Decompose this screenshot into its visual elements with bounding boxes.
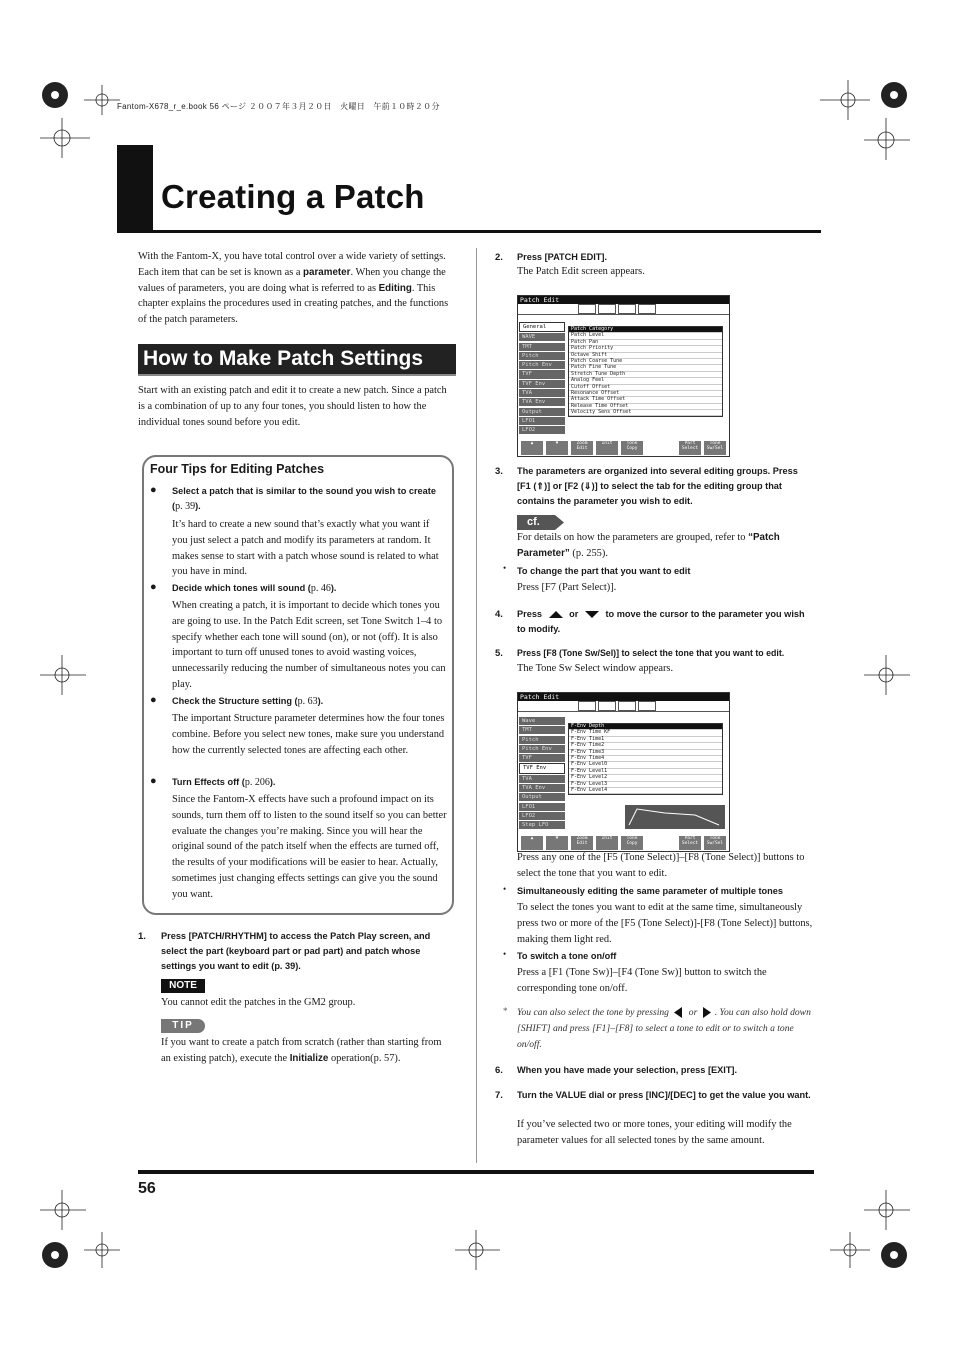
tip-text-2: operation(p. 57). — [328, 1052, 401, 1064]
screen-1-side-item: Pitch Env — [519, 361, 565, 369]
step-5-text: Press [F8 (Tone Sw/Sel)] to select the tone that you want to edit. — [517, 648, 785, 658]
cf-badge — [517, 515, 565, 530]
screen-1-side-item: TVF Env — [519, 380, 565, 388]
screen-1-row: Patch Pan — [569, 340, 722, 346]
screen-1-function-bar — [518, 440, 729, 456]
screen-1-title: Patch Edit — [518, 296, 729, 304]
cf-bold-ref: “Patch Parameter” — [517, 532, 780, 559]
tip-3-ref: p. 63 — [297, 696, 318, 707]
right-arrow-icon — [703, 1007, 712, 1018]
screen-1-side-item: TMT — [519, 343, 565, 351]
screen-1-button: Tone Sw/Sel — [704, 441, 726, 455]
print-header: Fantom-X678_r_e.book 56 ページ ２００７年３月２０日 火曜日 午前１０時２０分 — [117, 102, 440, 111]
screen-2-row: F-Env Level2 — [569, 775, 722, 781]
step-3-text: The parameters are organized into several editing groups. Press [F1 (⇑)] or [F2 (⇓)] to select the tab for the editing group that contains the parameter you wish to edit. — [517, 466, 798, 506]
screen-2-button: Part Select — [679, 836, 701, 850]
screen-2-row: F-Env Time KF — [569, 730, 722, 736]
screen-tab — [618, 304, 636, 314]
screen-2-side-item: Pitch — [519, 736, 565, 744]
step-2-sub: The Patch Edit screen appears. — [517, 266, 645, 277]
switch-tone-head: To switch a tone on/off — [517, 951, 617, 961]
intro-text-1: With the Fantom-X, you have total control over a wide variety of settings. Each item that can be set is known as a — [138, 251, 446, 278]
step-4-text-2: or — [569, 609, 579, 619]
screen-1-row: Patch Category — [569, 327, 722, 333]
cf-text — [517, 530, 814, 562]
simultaneous-head: Simultaneously editing the same parameter of multiple tones — [517, 886, 783, 896]
step-4-text-3: to move the cursor to the parameter you wish to modify. — [517, 609, 805, 634]
up-arrow-icon: ▲ — [521, 441, 543, 455]
tip-1-close: ). — [195, 501, 201, 511]
screen-tab — [578, 304, 596, 314]
screen-2-button: Tone Copy — [621, 836, 643, 850]
screen-2-row: F-Env Level4 — [569, 788, 722, 794]
tip-text-1: If you want to create a patch from scratch (rather than starting from an existing patch), execute the — [161, 1037, 442, 1064]
screen-2-row: F-Env Time3 — [569, 750, 722, 756]
step-5-sub: The Tone Sw Select window appears. — [517, 663, 674, 674]
screen-tab — [618, 701, 636, 711]
screen-2-title: Patch Edit — [518, 693, 729, 701]
tip-2-ref: p. 46 — [310, 583, 331, 594]
screen-2-row: F-Env Time1 — [569, 737, 722, 743]
tip-text — [161, 1035, 453, 1067]
bullet: ● — [150, 484, 157, 496]
screen-1-param-list — [568, 326, 723, 417]
step-5-number: 5. — [495, 648, 503, 659]
step-7-sub: If you’ve selected two or more tones, your editing will modify the parameter values for all selected tones by the same amount. — [517, 1119, 792, 1146]
tip-bold-initialize: Initialize — [289, 1052, 329, 1064]
screen-1-row: Attack Time Offset — [569, 397, 722, 403]
step-2-text: Press [PATCH EDIT]. — [517, 252, 608, 262]
tip-3-body: The important Structure parameter determines how the four tones combine. Before you select new tones, make sure you understand how the currently selected tones are affecting each other. — [172, 713, 445, 756]
down-cursor-icon — [584, 610, 600, 619]
tip-4-head-text: Turn Effects off ( — [172, 777, 245, 787]
tip-1-body: It’s hard to create a new sound that’s exactly what you want if you just select a patch and modify its parameters at random. It makes sense to start with a patch whose sound is related to what you have in mind. — [172, 519, 439, 578]
footer-rule — [138, 1170, 814, 1174]
step-4-number: 4. — [495, 609, 503, 620]
asterisk: * — [503, 1006, 508, 1016]
patch-edit-screen-2 — [517, 692, 730, 852]
bullet: ● — [150, 775, 157, 787]
italic-note — [517, 1005, 814, 1052]
screen-1-row: Cutoff Offset — [569, 385, 722, 391]
screen-1-side-item: LFO2 — [519, 426, 565, 434]
italic-note-text-3: . You can also hold down [SHIFT] and press [F1]–[F8] to select a tone to edit or to switch a tone on/off. — [517, 1007, 811, 1050]
section-intro: Start with an existing patch and edit it to create a new patch. Since a patch is a combination of up to any four tones, you should listen to how the individual tones sound before you edit. — [138, 385, 447, 428]
step-6-number: 6. — [495, 1065, 503, 1076]
cf-label: cf. — [527, 516, 540, 528]
simultaneous-body: To select the tones you want to edit at the same time, simultaneously press two or more of the [F5 (Tone Select)]-[F8 (Tone Select)] buttons, making them light red. — [517, 902, 813, 945]
screen-tab — [598, 304, 616, 314]
section-title: How to Make Patch Settings — [138, 344, 456, 374]
screen-1-row: Patch Fine Tune — [569, 365, 722, 371]
tip-2-head — [172, 581, 447, 596]
step-1-number: 1. — [138, 931, 146, 942]
change-part-body: Press [F7 (Part Select)]. — [517, 582, 617, 593]
screen-1-row: Octave Shift — [569, 353, 722, 359]
note-badge: NOTE — [161, 979, 205, 993]
screen-1-button: Zoom Edit — [571, 441, 593, 455]
screen-2-side-item: TVF — [519, 754, 565, 762]
cf-text-2: (p. 255). — [569, 547, 608, 559]
screen-2-row: F-Env Time2 — [569, 743, 722, 749]
spacer — [646, 836, 676, 850]
cf-text-1: For details on how the parameters are grouped, refer to — [517, 532, 749, 543]
screen-2-row: F-Env Level1 — [569, 769, 722, 775]
screen-2-param-list — [568, 723, 723, 795]
screen-2-side-item: LFO1 — [519, 803, 565, 811]
tip-4-head — [172, 775, 447, 790]
column-divider — [476, 248, 477, 1163]
screen-1-sidebar — [519, 322, 565, 435]
screen-2-side-item: TVA — [519, 775, 565, 783]
switch-tone-body: Press a [F1 (Tone Sw)]–[F4 (Tone Sw)] button to switch the corresponding tone on/off. — [517, 967, 767, 994]
title-rule — [117, 230, 821, 233]
screen-1-row: Patch Coarse Tune — [569, 359, 722, 365]
bullet: ● — [150, 694, 157, 706]
change-part-head: To change the part that you want to edit — [517, 566, 691, 576]
screen-1-button: Tone Copy — [621, 441, 643, 455]
intro-paragraph — [138, 249, 456, 328]
page-number: 56 — [138, 1180, 156, 1197]
intro-bold-editing: Editing — [378, 282, 412, 294]
screen-1-side-item: General — [519, 322, 565, 332]
italic-note-text-1: You can also select the tone by pressing — [517, 1007, 669, 1018]
tip-1-ref: p. 39 — [175, 501, 196, 512]
italic-note-text-2: or — [688, 1007, 698, 1018]
screen-1-row: Resonance Offset — [569, 391, 722, 397]
screen-tab — [598, 701, 616, 711]
tip-4-ref: p. 206 — [244, 777, 270, 788]
screen-2-function-bar — [518, 835, 729, 851]
intro-bold-parameter: parameter — [303, 266, 351, 278]
screen-2-sidebar — [519, 717, 565, 830]
step-4-text — [517, 607, 814, 637]
screen-2-side-item: TVF Env — [519, 763, 565, 773]
step-2-number: 2. — [495, 252, 503, 263]
up-arrow-icon: ▲ — [521, 836, 543, 850]
screen-2-row: F-Env Depth — [569, 724, 722, 730]
screen-1-side-item: TVA — [519, 389, 565, 397]
after-step-5-text: Press any one of the [F5 (Tone Select)]–[F8 (Tone Select)] buttons to select the tone that you want to edit. — [517, 852, 805, 879]
title-block — [117, 145, 153, 233]
step-3-number: 3. — [495, 466, 503, 477]
tip-2-head-text: Decide which tones will sound ( — [172, 583, 311, 593]
tip-badge: TIP — [161, 1019, 205, 1033]
tips-title: Four Tips for Editing Patches — [150, 462, 325, 476]
screen-2-button: Tone Sw/Sel — [704, 836, 726, 850]
screen-1-side-item: LFO1 — [519, 417, 565, 425]
section-underline — [138, 374, 456, 376]
step-1-text: Press [PATCH/RHYTHM] to access the Patch Play screen, and select the part (keyboard part or pad part) and patch whose settings you want to edit (p. 39). — [161, 931, 431, 971]
intro-text-2: . When you change the values of parameters, you are doing what is referred to as — [138, 266, 446, 294]
screen-2-side-item: Step LFO — [519, 821, 565, 829]
patch-edit-screen-1 — [517, 295, 730, 457]
screen-1-button: Init — [596, 441, 618, 455]
up-cursor-icon — [548, 610, 564, 619]
left-arrow-icon — [674, 1007, 683, 1018]
screen-2-row: F-Env Level3 — [569, 782, 722, 788]
tip-4-body: Since the Fantom-X effects have such a profound impact on its sounds, turn them off to listen to the sound itself so you can better evaluate the changes you’re making. Since you will hear the original sound of the patch itself when the effects are turned off, the results of your modifications will be easier to hear. Actually, sometimes just changing effects settings can give you the sound you want. — [172, 794, 447, 900]
step-7-text: Turn the VALUE dial or press [INC]/[DEC] to get the value you want. — [517, 1090, 811, 1100]
screen-1-tabs — [518, 304, 729, 315]
screen-1-button: Part Select — [679, 441, 701, 455]
tip-1-head-text: Select a patch that is similar to the sound you wish to create ( — [172, 486, 436, 511]
screen-tab — [638, 304, 656, 314]
small-bullet: • — [503, 949, 507, 959]
note-text: You cannot edit the patches in the GM2 group. — [161, 997, 356, 1008]
bullet: ● — [150, 581, 157, 593]
screen-2-side-item: TMT — [519, 726, 565, 734]
screen-2-button: Init — [596, 836, 618, 850]
step-6-text: When you have made your selection, press [EXIT]. — [517, 1065, 738, 1075]
screen-2-side-item: LFO2 — [519, 812, 565, 820]
screen-2-row: F-Env Level0 — [569, 762, 722, 768]
screen-1-row: Analog Feel — [569, 378, 722, 384]
screen-1-row: Patch Priority — [569, 346, 722, 352]
small-bullet: • — [503, 563, 507, 573]
envelope-graph — [625, 805, 725, 829]
tip-3-head — [172, 694, 447, 709]
screen-1-row: Velocity Sens Offset — [569, 410, 722, 416]
screen-2-button: Zoom Edit — [571, 836, 593, 850]
screen-tab — [578, 701, 596, 711]
step-7-number: 7. — [495, 1090, 503, 1101]
screen-1-row: Stretch Tune Depth — [569, 372, 722, 378]
small-bullet: • — [503, 884, 507, 894]
tip-2-body: When creating a patch, it is important to decide which tones you are going to use. In the Patch Edit screen, set Tone Switch 1–4 to specify whether each tone will sound (on), or not (off). It is also important to turn off unused tones to avoid wasting voices, unnecessarily reducing the number of simultaneous notes you can play. — [172, 600, 446, 690]
screen-1-side-item: Pitch — [519, 352, 565, 360]
spacer — [646, 441, 676, 455]
screen-1-row: Release Time Offset — [569, 404, 722, 410]
screen-2-side-item: Output — [519, 793, 565, 801]
screen-1-side-item: Output — [519, 408, 565, 416]
screen-2-tabs — [518, 701, 729, 712]
tip-3-head-text: Check the Structure setting ( — [172, 696, 298, 706]
screen-1-side-item: WAVE — [519, 333, 565, 341]
screen-1-side-item: TVA Env — [519, 398, 565, 406]
tip-3-close: ). — [317, 696, 324, 706]
screen-tab — [638, 701, 656, 711]
step-4-text-1: Press — [517, 609, 543, 619]
screen-2-side-item: Pitch Env — [519, 745, 565, 753]
down-arrow-icon: ▼ — [546, 836, 568, 850]
screen-2-side-item: TVA Env — [519, 784, 565, 792]
page-title: Creating a Patch — [161, 178, 425, 215]
screen-2-side-item: Wave — [519, 717, 565, 725]
screen-1-row: Patch Level — [569, 333, 722, 339]
tip-4-close: ). — [269, 777, 276, 787]
tip-2-close: ). — [330, 583, 337, 593]
screen-1-side-item: TVF — [519, 370, 565, 378]
down-arrow-icon: ▼ — [546, 441, 568, 455]
intro-text-3: . This chapter explains the procedures used in creating patches, and the functions of the patch parameters. — [138, 282, 449, 326]
screen-2-row: F-Env Time4 — [569, 756, 722, 762]
tip-1-head — [172, 484, 447, 514]
